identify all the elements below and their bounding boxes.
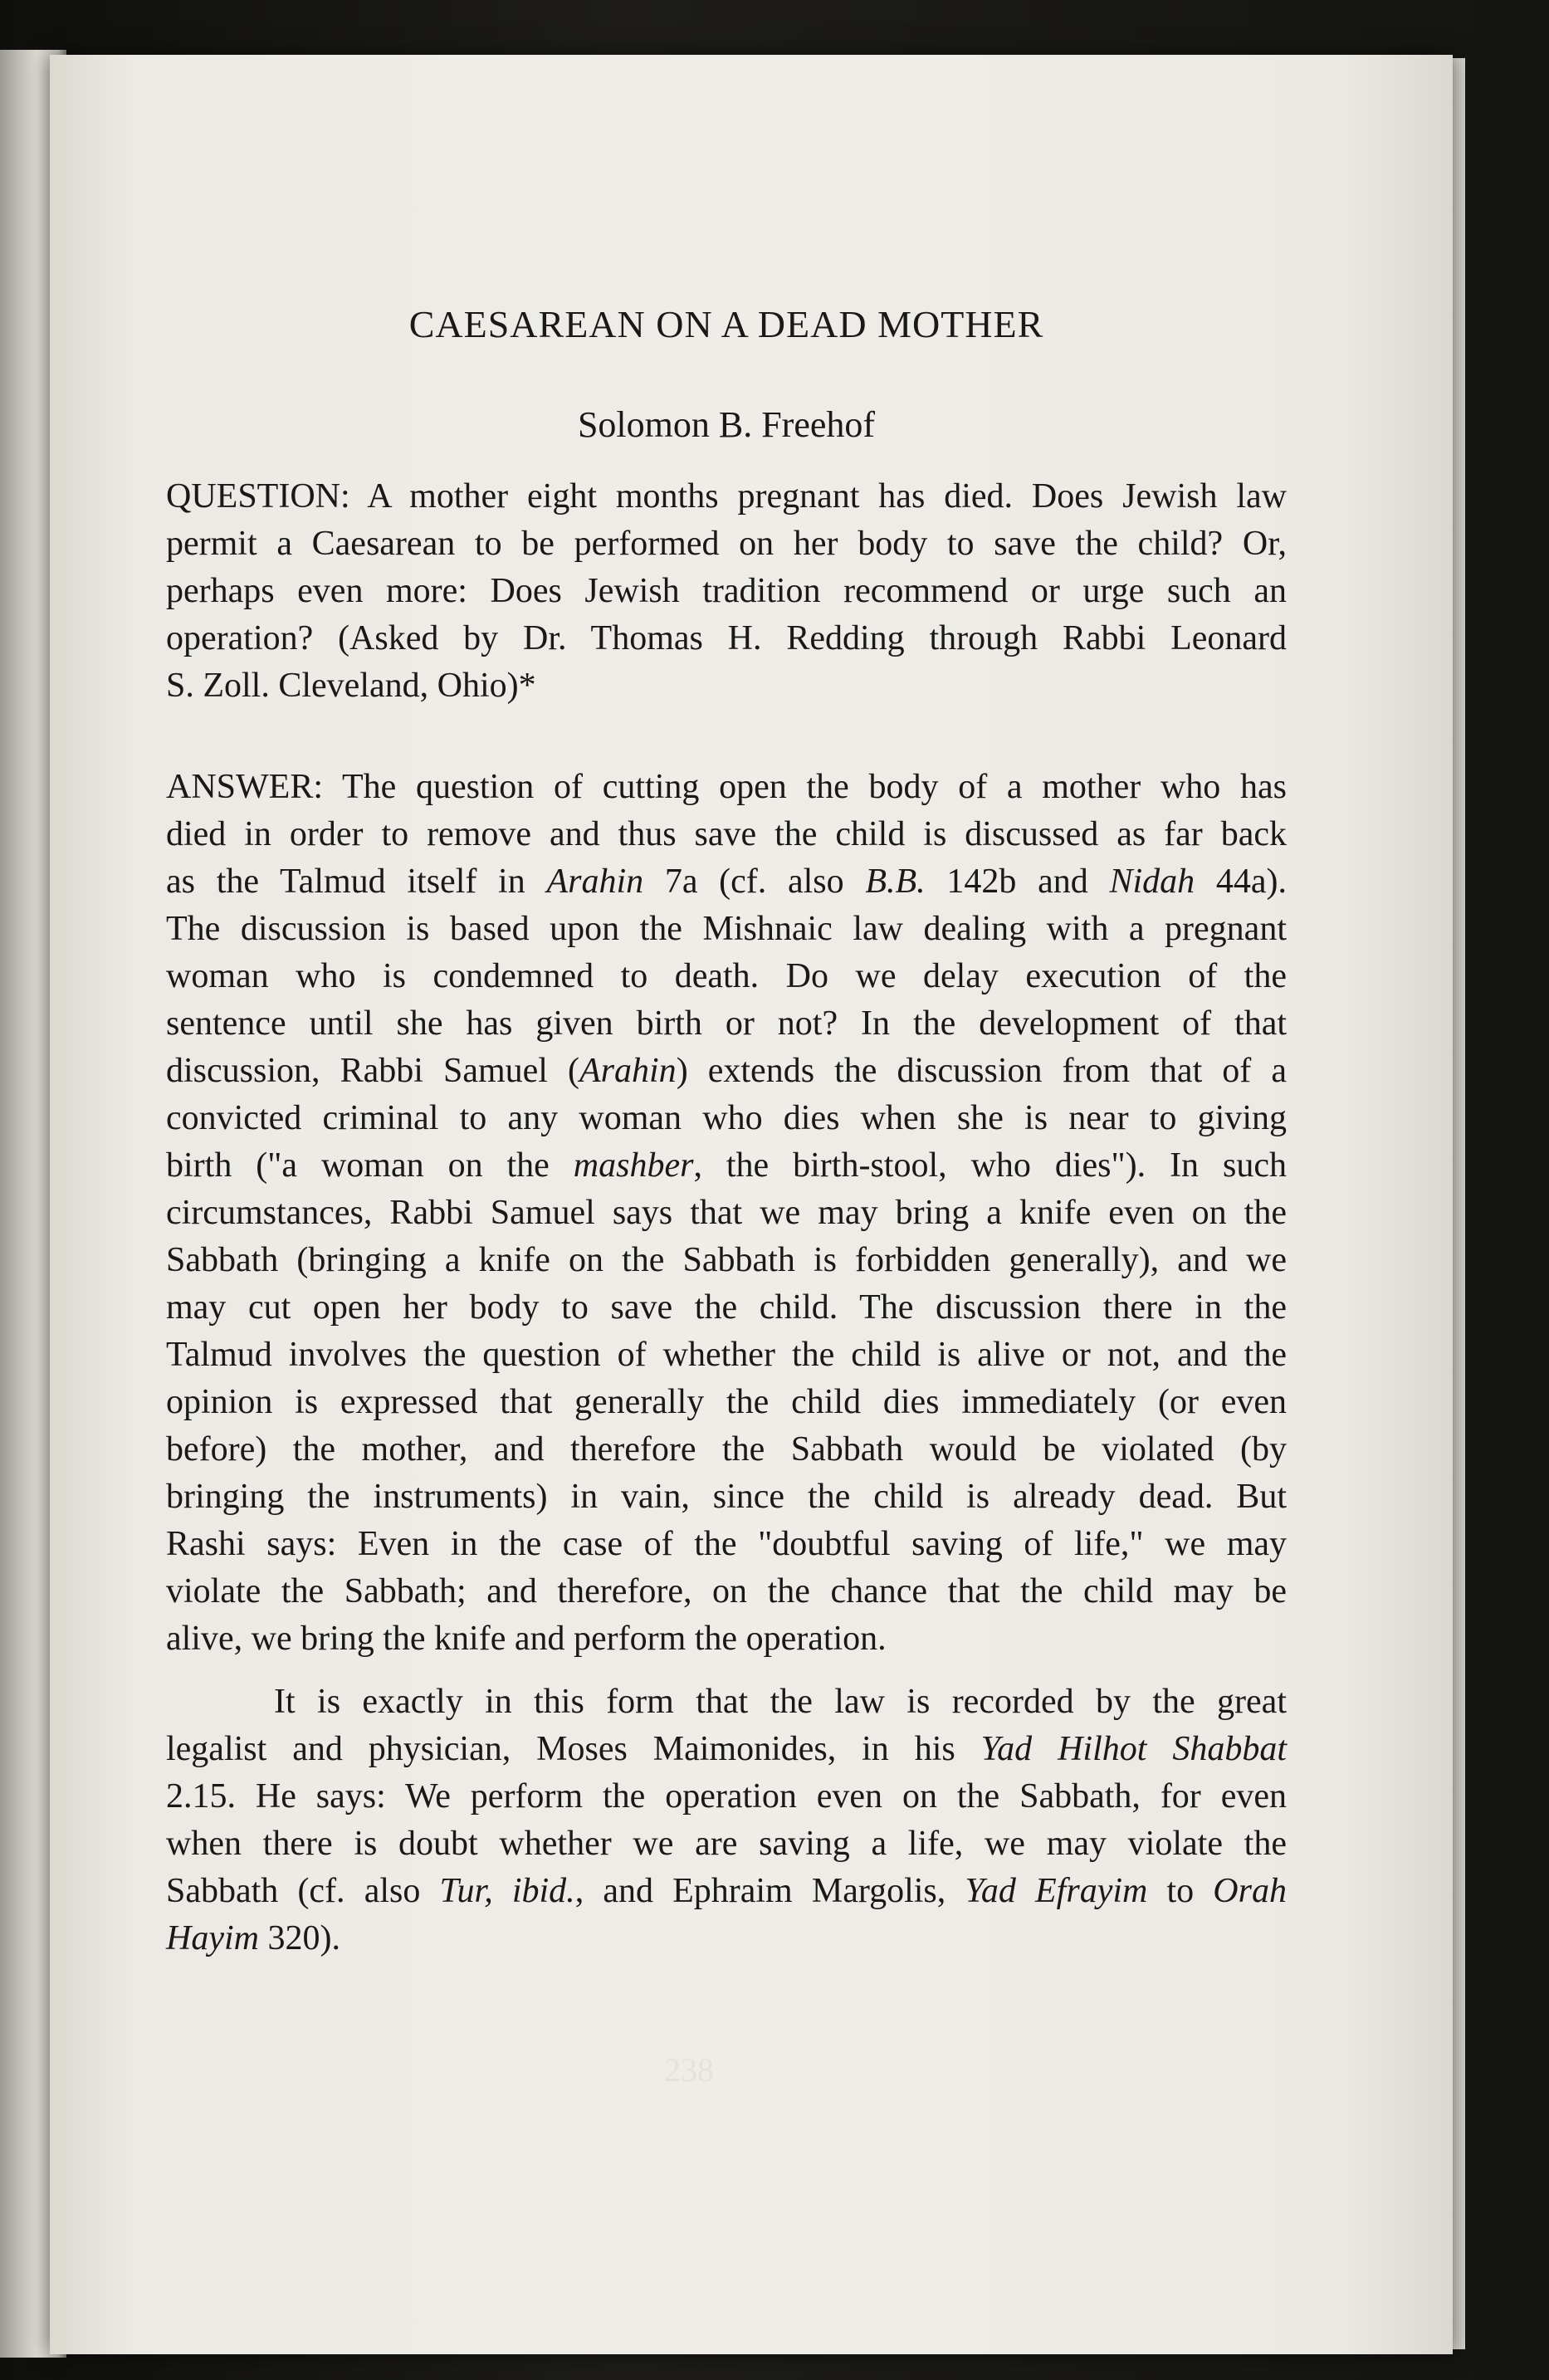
- line-text: , and Ephraim Margolis,: [574, 1872, 965, 1910]
- line-text: 7a (cf. also: [643, 863, 866, 901]
- answer-line: [166, 909, 1287, 949]
- italic-citation: Tur, ibid.: [439, 1872, 575, 1910]
- line-text: as the Talmud itself in: [166, 863, 547, 901]
- answer-line: [166, 1619, 1287, 1659]
- italic-citation: Arahin: [546, 863, 644, 901]
- maimonides-line: [166, 1871, 1287, 1911]
- answer-line: [166, 1524, 1287, 1564]
- line-text: convicted criminal to any woman who dies when she is near to giving: [166, 1099, 1287, 1137]
- italic-citation: Yad Hilhot Shabbat: [980, 1730, 1287, 1768]
- book-page: [50, 55, 1453, 2354]
- answer-line: [166, 1240, 1287, 1280]
- line-text: 142b and: [925, 863, 1110, 901]
- answer-line: [166, 1429, 1287, 1469]
- answer-line: [166, 814, 1287, 854]
- maimonides-line: [166, 1729, 1287, 1769]
- line-text: , the birth-stool, who dies"). In such: [693, 1146, 1287, 1185]
- italic-citation: Yad Efrayim: [965, 1872, 1148, 1910]
- article-title: CAESAREAN ON A DEAD MOTHER: [408, 303, 1044, 345]
- line-text: Talmud involves the question of whether the child is alive or not, and the: [166, 1336, 1287, 1374]
- line-text: circumstances, Rabbi Samuel says that we may bring a knife even on the: [166, 1194, 1287, 1232]
- line-text: 2.15. He says: We perform the operation even on the Sabbath, for even: [166, 1777, 1287, 1816]
- line-text: woman who is condemned to death. Do we delay execution of the: [166, 957, 1287, 995]
- answer-line: [166, 1051, 1287, 1091]
- question-line: S. Zoll. Cleveland, Ohio)*: [166, 667, 536, 705]
- question-line: permit a Caesarean to be performed on her body to save the child? Or,: [166, 525, 1287, 563]
- line-text: ) extends the discussion from that of a: [676, 1052, 1288, 1090]
- question-line: operation? (Asked by Dr. Thomas H. Redding through Rabbi Leonard: [166, 619, 1287, 657]
- answer-line: [166, 1004, 1287, 1043]
- line-text: The discussion is based upon the Mishnaic law dealing with a pregnant: [166, 910, 1287, 948]
- answer-line: [166, 956, 1287, 996]
- line-text: discussion, Rabbi Samuel (: [166, 1052, 580, 1090]
- answer-line: [166, 1571, 1287, 1611]
- maimonides-line: [166, 1824, 1287, 1864]
- line-text: may cut open her body to save the child. The discussion there in the: [166, 1288, 1287, 1327]
- answer-line: [166, 1477, 1287, 1517]
- line-text: 44a).: [1195, 863, 1287, 901]
- maimonides-line: [166, 1776, 1287, 1816]
- italic-citation: Nidah: [1109, 863, 1195, 901]
- line-text: Rashi says: Even in the case of the "doubtful saving of life," we may: [166, 1525, 1287, 1563]
- line-text: opinion is expressed that generally the child dies immediately (or even: [166, 1383, 1287, 1421]
- article-author: Solomon B. Freehof: [577, 404, 876, 445]
- line-text: Sabbath (bringing a knife on the Sabbath is forbidden generally), and we: [166, 1241, 1287, 1279]
- answer-line: [166, 1098, 1287, 1138]
- bleed-through-page-number: 238: [664, 2051, 714, 2089]
- line-text: before) the mother, and therefore the Sabbath would be violated (by: [166, 1430, 1287, 1469]
- line-text: 320).: [258, 1919, 340, 1957]
- maimonides-line: [166, 1918, 1287, 1958]
- answer-line: [166, 862, 1287, 902]
- question-line: perhaps even more: Does Jewish tradition recommend or urge such an: [166, 572, 1287, 610]
- italic-citation: Arahin: [579, 1052, 677, 1090]
- line-text: bringing the instruments) in vain, since the child is already dead. But: [166, 1478, 1287, 1516]
- line-text: to: [1147, 1872, 1214, 1910]
- italic-citation: Hayim: [166, 1919, 259, 1957]
- line-text: legalist and physician, Moses Maimonides, in his: [166, 1730, 981, 1768]
- answer-line: [166, 1382, 1287, 1422]
- question-line: QUESTION: A mother eight months pregnant has died. Does Jewish law: [166, 477, 1287, 516]
- line-text: sentence until she has given birth or not? In the development of that: [166, 1004, 1287, 1043]
- answer-line: [166, 1193, 1287, 1233]
- line-text: died in order to remove and thus save the child is discussed as far back: [166, 815, 1287, 853]
- line-text: Sabbath (cf. also: [166, 1872, 440, 1910]
- line-text: alive, we bring the knife and perform the operation.: [166, 1620, 887, 1658]
- answer-line: [166, 767, 1287, 807]
- answer-line: [166, 1335, 1287, 1375]
- italic-citation: Orah: [1213, 1872, 1287, 1910]
- answer-line: [166, 1146, 1287, 1185]
- italic-citation: mashber: [573, 1146, 694, 1185]
- line-text: birth ("a woman on the: [166, 1146, 574, 1185]
- italic-citation: B.B.: [865, 863, 926, 901]
- answer-line: [166, 1288, 1287, 1327]
- line-text: ANSWER: The question of cutting open the body of a mother who has: [166, 768, 1287, 806]
- maimonides-line: [274, 1682, 1287, 1722]
- line-text: violate the Sabbath; and therefore, on the chance that the child may be: [166, 1572, 1287, 1610]
- line-text: It is exactly in this form that the law is recorded by the great: [274, 1683, 1287, 1721]
- line-text: when there is doubt whether we are saving a life, we may violate the: [166, 1825, 1287, 1863]
